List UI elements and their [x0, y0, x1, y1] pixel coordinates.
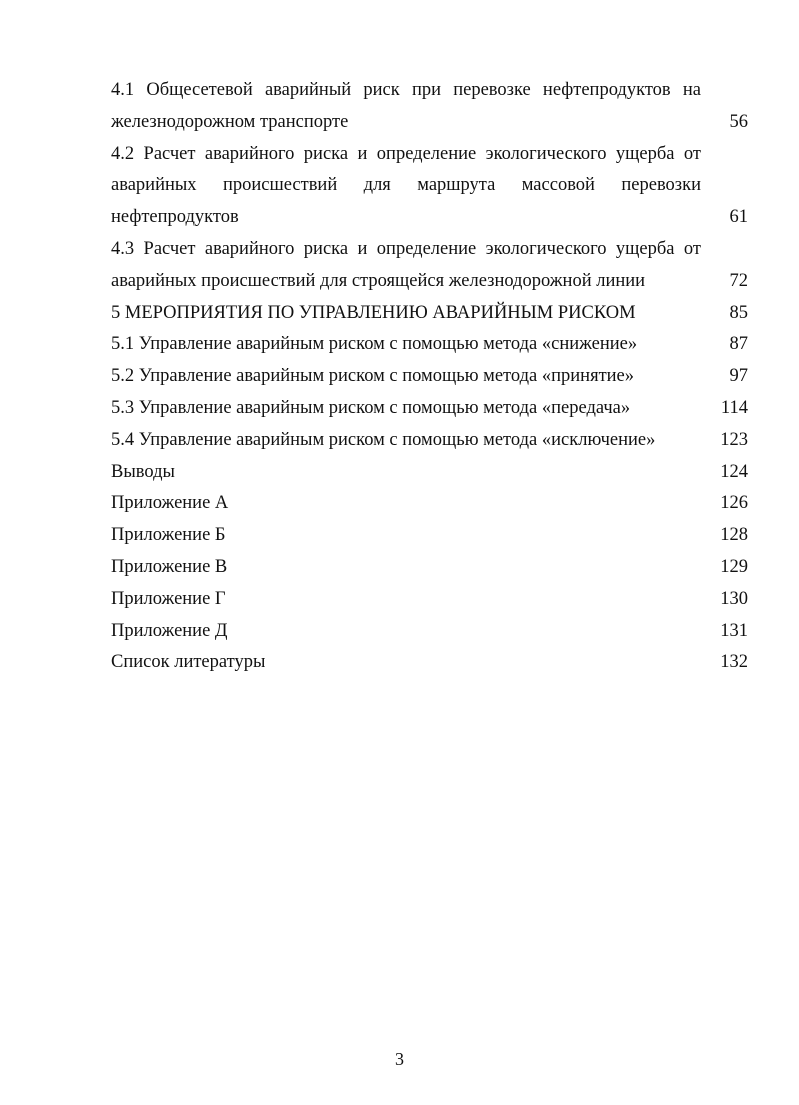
toc-entry-text: железнодорожном транспорте	[111, 111, 349, 132]
toc-page-number: 126	[720, 493, 748, 514]
toc-entry	[111, 647, 748, 679]
toc-entry-text: 5.4 Управление аварийным риском с помощью метода «исключение»	[111, 429, 656, 450]
toc-entry	[111, 584, 748, 616]
toc-page-number: 85	[729, 302, 748, 323]
table-of-contents	[111, 75, 748, 679]
toc-entry	[111, 425, 748, 457]
toc-entry-text: 5 МЕРОПРИЯТИЯ ПО УПРАВЛЕНИЮ АВАРИЙНЫМ РИСКОМ	[111, 302, 636, 323]
toc-page-number: 132	[720, 652, 748, 673]
toc-entry-text: 5.3 Управление аварийным риском с помощью метода «передача»	[111, 397, 631, 418]
page-number: 3	[395, 1049, 404, 1069]
toc-entry	[111, 520, 748, 552]
toc-page-number: 124	[720, 461, 748, 482]
toc-page-number: 129	[720, 556, 748, 577]
toc-entry	[111, 234, 748, 298]
toc-entry-text: Приложение Г	[111, 588, 226, 609]
toc-page-number: 72	[729, 270, 748, 291]
toc-entry-text: Список литературы	[111, 652, 266, 673]
toc-page-number: 61	[729, 207, 748, 228]
toc-entry	[111, 329, 748, 361]
toc-entry-text: 4.2 Расчет аварийного риска и определение экологического ущерба от	[111, 143, 701, 164]
toc-entry	[111, 139, 748, 234]
toc-entry-text: Приложение Д	[111, 620, 228, 641]
toc-entry-text: Приложение А	[111, 493, 229, 514]
toc-entry-text: 4.3 Расчет аварийного риска и определение экологического ущерба от	[111, 238, 701, 259]
toc-entry	[111, 488, 748, 520]
toc-entry-text: Приложение Б	[111, 525, 226, 546]
toc-page-number: 56	[729, 111, 748, 132]
toc-page-number: 130	[720, 588, 748, 609]
toc-page-number: 97	[729, 366, 748, 387]
toc-entry	[111, 616, 748, 648]
toc-entry-text: 5.2 Управление аварийным риском с помощью метода «принятие»	[111, 366, 635, 387]
toc-entry-text: нефтепродуктов	[111, 207, 239, 228]
toc-entry	[111, 298, 748, 330]
toc-entry	[111, 393, 748, 425]
toc-entry-text: 4.1 Общесетевой аварийный риск при перевозке нефтепродуктов на	[111, 80, 701, 100]
toc-page-number: 128	[720, 525, 748, 546]
toc-entry-text: Приложение В	[111, 556, 228, 577]
toc-entry	[111, 552, 748, 584]
toc-entry	[111, 75, 748, 139]
toc-page-number: 114	[720, 397, 748, 418]
toc-entry-text: аварийных происшествий для строящейся железнодорожной линии	[111, 270, 646, 291]
toc-entry-text: 5.1 Управление аварийным риском с помощью метода «снижение»	[111, 334, 638, 355]
toc-page-number: 131	[720, 620, 748, 641]
toc-page-number: 123	[720, 429, 748, 450]
toc-entry	[111, 457, 748, 489]
toc-page-number: 87	[729, 334, 748, 355]
toc-entry	[111, 361, 748, 393]
toc-entry-text: Выводы	[111, 461, 175, 482]
toc-entry-text: аварийных происшествий для маршрута массовой перевозки	[111, 175, 701, 196]
